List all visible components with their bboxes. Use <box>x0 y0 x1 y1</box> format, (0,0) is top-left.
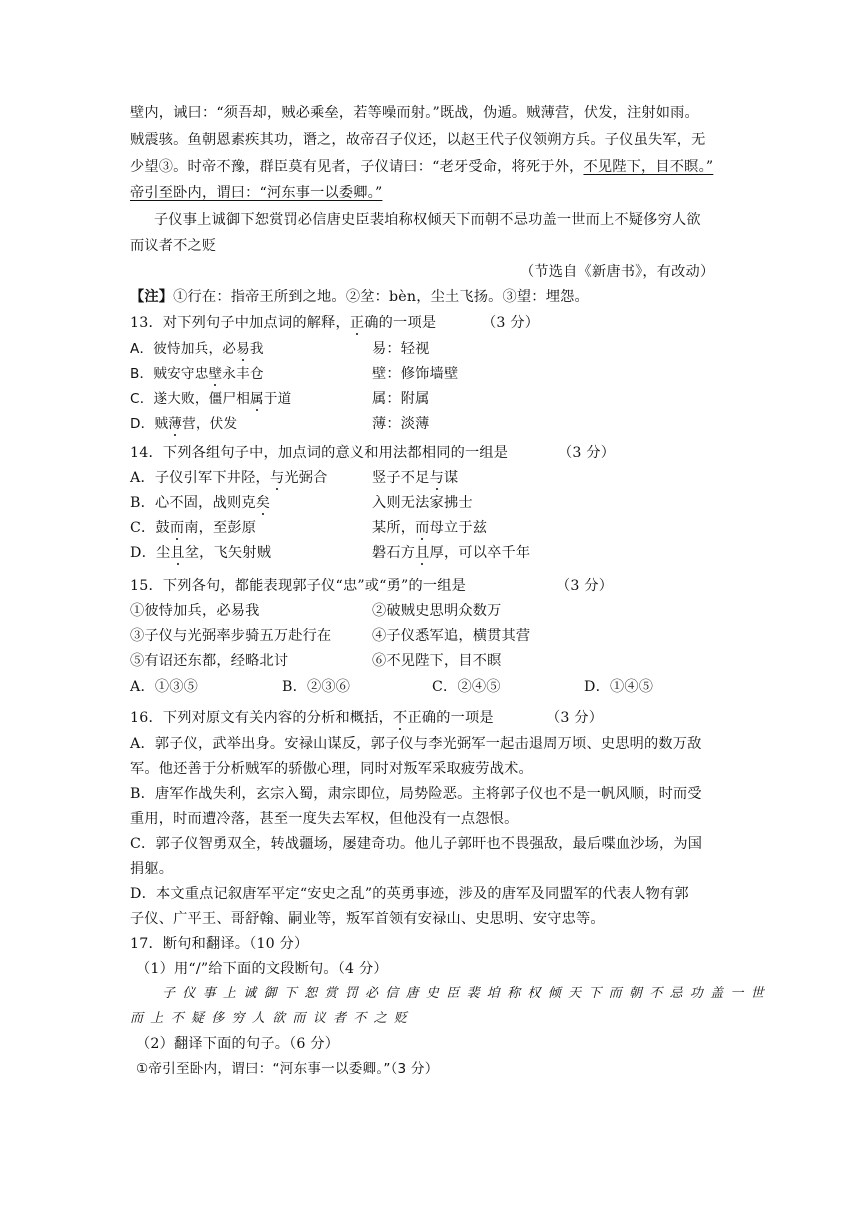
dotted-char: 正 <box>349 315 365 331</box>
q17-subquestion-1: （1）用“/”给下面的文段断句。（4 分） <box>136 961 388 977</box>
q15-item: ⑥不见陛下，目不瞑 <box>372 653 502 669</box>
q16-option-line: B．唐军作战失利，玄宗入蜀，肃宗即位，局势险恶。主将郭子仪也不是一帆风顺，时而受 <box>130 786 702 802</box>
q15-item: ④子仪悉军追，横贯其营 <box>372 628 531 644</box>
q17-translation-item: ①帝引至卧内，谓曰：“河东事一以委卿。”（3 分） <box>136 1061 439 1077</box>
dotted-char: 而 <box>415 520 430 536</box>
dotted-char: 而 <box>169 520 185 536</box>
option-b: B．心不固，战则克矣 <box>130 495 271 511</box>
q16-option-line: C．郭子仪智勇双全，转战疆场，屡建奇功。他儿子郭旰也不畏强敌，最后喋血沙场，为国 <box>130 836 703 852</box>
note-label: 【注】 <box>130 289 174 305</box>
choice-d: D．①④⑤ <box>584 679 654 695</box>
stem-text: 16．下列对原文有关内容的分析和概括， <box>130 710 394 726</box>
q17-passage-line: 而上不疑侈穷人欲而议者不之贬 <box>130 1011 415 1026</box>
stem-text: 确的一项是 <box>364 315 437 331</box>
question-score: （3 分） <box>546 710 604 726</box>
question-16-stem <box>130 708 494 728</box>
option-d-pair: 磐石方且厚，可以卒千年 <box>372 545 531 561</box>
option-gloss: 属：附属 <box>372 391 430 407</box>
passage-line: 贼震骇。鱼朝恩素疾其功，谮之，故帝召子仪还，以赵王代子仪领朔方兵。子仪虽失军，无 <box>130 132 706 148</box>
q17-passage-line: 子仪事上诚御下恕赏罚必信唐史臣裴垍称权倾天下而朝不忌功盖一世 <box>162 986 772 1001</box>
underlined-sentence: 帝引至卧内，谓曰：“河东事一以委卿。” <box>130 185 383 201</box>
question-score: （3 分） <box>556 578 614 594</box>
option-gloss: 易：轻视 <box>372 341 430 357</box>
dotted-char: 薄 <box>168 416 183 432</box>
question-score: （3 分） <box>558 445 616 461</box>
dotted-char: 壁 <box>208 366 223 382</box>
option-a-pair: 竖子不足与谋 <box>372 470 459 486</box>
option-b: B．贼安守忠壁永丰仓 <box>130 366 264 382</box>
choice-c: C．②④⑤ <box>432 679 501 695</box>
q15-item: ①彼恃加兵，必易我 <box>130 603 260 619</box>
question-14-stem: 14．下列各组句子中，加点词的意义和用法都相同的一组是 <box>130 445 509 461</box>
dotted-char: 矣 <box>255 495 271 511</box>
q16-option-line: 捐躯。 <box>130 861 174 877</box>
option-b-pair: 入则无法家拂士 <box>372 495 473 511</box>
option-a: A．子仪引军下井陉，与光弼合 <box>130 470 328 486</box>
q15-item: ⑤有诏还东都，经略北讨 <box>130 653 289 669</box>
stem-text: 13．对下列句子中加点词的解释， <box>130 315 350 331</box>
source-citation: （节选自《新唐书》，有改动） <box>520 264 715 280</box>
option-c: C．鼓而南，至彭原 <box>130 520 257 536</box>
option-c: C．遂大败，僵尸相属于道 <box>130 391 292 407</box>
underlined-sentence: 不见陛下，目不瞑。” <box>583 159 714 175</box>
q16-option-line: 军。他还善于分析贼军的骄傲心理，同时对叛军采取疲劳战术。 <box>130 761 533 777</box>
stem-text: 正确的一项是 <box>407 710 494 726</box>
note-text: ①行在：指帝王所到之地。②坌：bèn，尘土飞扬。③望：埋怨。 <box>173 289 589 305</box>
q16-option-line: A．郭子仪，武举出身。安禄山谋反，郭子仪与李光弼军一起击退周万顷、史思明的数万敌 <box>130 736 702 752</box>
option-c-pair: 某所，而母立于兹 <box>372 520 488 536</box>
question-15-stem: 15．下列各句，都能表现郭子仪“忠”或“勇”的一组是 <box>130 578 467 594</box>
dotted-char: 且 <box>170 545 185 561</box>
dotted-char: 属 <box>250 391 264 407</box>
dotted-char: 与 <box>429 470 444 486</box>
q16-option-line: D．本文重点记叙唐军平定“安史之乱”的英勇事迹，涉及的唐军及同盟军的代表人物有郭 <box>130 886 689 902</box>
choice-a: A．①③⑤ <box>130 679 198 695</box>
dotted-char: 不 <box>393 710 408 726</box>
option-gloss: 壁：修饰墙壁 <box>372 366 459 382</box>
option-d: D．贼薄营，伏发 <box>130 416 238 432</box>
dotted-char: 且 <box>415 545 430 561</box>
dotted-char: 易 <box>236 341 250 357</box>
question-13-stem <box>130 313 436 333</box>
q15-item: ③子仪与光弼率步骑五万赴行在 <box>130 628 332 644</box>
q17-subquestion-2: （2）翻译下面的句子。（6 分） <box>136 1036 340 1052</box>
option-a: A．彼恃加兵，必易我 <box>130 341 264 357</box>
unpunctuated-passage: 子仪事上诚御下恕赏罚必信唐史臣裴垍称权倾天下而朝不忌功盖一世而上不疑侈穷人欲 <box>154 212 701 228</box>
unpunctuated-passage: 而议者不之贬 <box>130 238 217 254</box>
passage-line: 壁内，诫曰：“须吾却，贼必乘垒，若等噪而射。”既战，伪遁。贼薄营，伏发，注射如雨。 <box>130 105 699 121</box>
q16-option-line: 重用，时而遭冷落，甚至一度失去军权，但他没有一点怨恨。 <box>130 811 519 827</box>
dotted-char: 与 <box>269 470 285 486</box>
annotation-note <box>130 287 589 307</box>
question-17-stem: 17．断句和翻译。（10 分） <box>130 936 309 952</box>
option-d: D．尘且坌，飞矢射贼 <box>130 545 272 561</box>
choice-b: B．②③⑥ <box>282 679 351 695</box>
option-gloss: 薄：淡薄 <box>372 416 430 432</box>
q15-item: ②破贼史思明众数万 <box>372 603 502 619</box>
passage-line <box>130 157 713 177</box>
passage-text: 少望③。时帝不豫，群臣莫有见者，子仪请曰：“老牙受命，将死于外， <box>130 159 584 175</box>
q16-option-line: 子仪、广平王、哥舒翰、嗣业等，叛军首领有安禄山、史思明、安守忠等。 <box>130 911 605 927</box>
question-score: （3 分） <box>482 315 540 331</box>
